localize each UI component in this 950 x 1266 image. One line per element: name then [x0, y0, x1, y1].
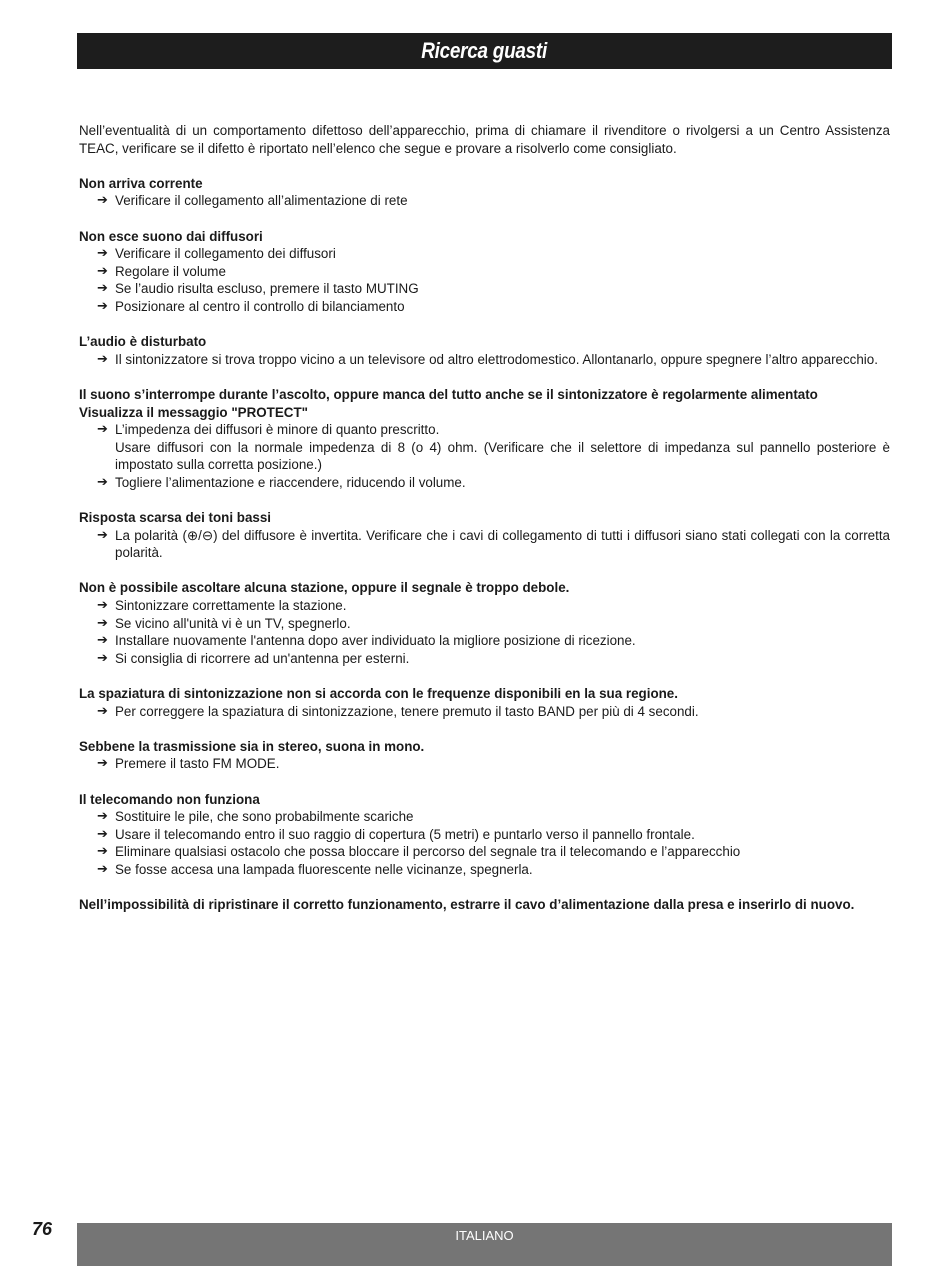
arrow-right-icon: ➔: [97, 844, 108, 860]
arrow-right-icon: ➔: [97, 246, 108, 262]
list-item: ➔ Installare nuovamente l'antenna dopo aver individuato la migliore posizione di ricezione.: [97, 633, 636, 649]
arrow-right-icon: ➔: [97, 598, 108, 614]
arrow-right-icon: ➔: [97, 527, 108, 543]
list-item: ➔ Se vicino all'unità vi è un TV, spegnerlo.: [97, 615, 351, 631]
section-heading: L’audio è disturbato: [79, 334, 207, 350]
section-heading: Non è possibile ascoltare alcuna stazione, oppure il segnale è troppo debole.: [79, 580, 570, 596]
section-mono: [79, 738, 890, 773]
footer-bar: [77, 1223, 892, 1266]
arrow-right-icon: ➔: [97, 298, 108, 314]
section-heading: Il suono s’interrompe durante l’ascolto, oppure manca del tutto anche se il sintonizzatore è regolarmente alimentato: [79, 386, 818, 402]
section-protect: [79, 386, 890, 492]
troubleshooting-content: [79, 122, 890, 914]
list-item: ➔ Togliere l’alimentazione e riaccendere, riducendo il volume.: [97, 474, 466, 490]
page-title-bar: [77, 33, 892, 69]
arrow-right-icon: ➔: [97, 633, 108, 649]
section-no-station: [79, 579, 890, 667]
list-item: ➔ Per correggere la spaziatura di sintonizzazione, tenere premuto il tasto BAND per più di 4 secondi.: [97, 703, 699, 719]
list-item: ➔ Si consiglia di ricorrere ad un'antenna per esterni.: [97, 650, 410, 666]
section-weak-bass: [79, 509, 890, 562]
page-title: Ricerca guasti: [421, 38, 548, 63]
section-no-sound: [79, 228, 890, 316]
list-item: ➔ Se l’audio risulta escluso, premere il tasto MUTING: [97, 281, 419, 297]
section-heading: Non arriva corrente: [79, 175, 203, 191]
list-item: ➔ Eliminare qualsiasi ostacolo che possa bloccare il percorso del segnale tra il telecomando e l’apparecchio: [97, 844, 741, 860]
arrow-right-icon: ➔: [97, 351, 108, 367]
section-heading: Risposta scarsa dei toni bassi: [79, 510, 272, 526]
arrow-right-icon: ➔: [97, 861, 108, 877]
section-tuning-step: [79, 685, 890, 720]
list-item: ➔ L’impedenza dei diffusori è minore di quanto prescritto.: [97, 422, 440, 438]
section-heading: Il telecomando non funziona: [79, 791, 260, 807]
list-item: ➔ Sintonizzare correttamente la stazione.: [97, 598, 347, 614]
section-heading: La spaziatura di sintonizzazione non si accorda con le frequenze disponibili en la sua regione.: [79, 686, 678, 701]
list-item: ➔ Se fosse accesa una lampada fluorescente nelle vicinanze, spegnerla.: [97, 861, 533, 877]
arrow-right-icon: ➔: [97, 474, 108, 490]
arrow-right-icon: ➔: [97, 756, 108, 772]
list-item: ➔ La polarità (⊕/⊖) del diffusore è invertita. Verificare che i cavi di collegamento di tutti i diffusori siano stati collegati con la corretta polarità.: [97, 527, 890, 561]
list-item: ➔ Il sintonizzatore si trova troppo vicino a un televisore od altro elettrodomestico. Allontanarlo, oppure spegnere l’altro apparecchio.: [97, 351, 878, 367]
list-item: ➔ Sostituire le pile, che sono probabilmente scariche: [97, 809, 414, 825]
intro-paragraph: Nell’eventualità di un comportamento difettoso dell’apparecchio, prima di chiamare il rivenditore o rivolgersi a un Centro Assistenza TEAC, verificare se il difetto è riportato nell’elenco che segue e provare a risolverlo come consigliato.: [79, 123, 890, 156]
section-no-power: [79, 175, 890, 210]
section-heading: Non esce suono dai diffusori: [79, 228, 263, 244]
list-item: ➔ Usare il telecomando entro il suo raggio di copertura (5 metri) e puntarlo verso il pannello frontale.: [97, 826, 695, 842]
arrow-right-icon: ➔: [97, 809, 108, 825]
section-audio-noise: [79, 333, 890, 368]
list-item-detail: Usare diffusori con la normale impedenza di 8 (o 4) ohm. (Verificare che il selettore di impedanza sul pannello posteriore è impostato sulla corretta posizione.): [115, 439, 890, 473]
arrow-right-icon: ➔: [97, 263, 108, 279]
list-item: ➔ Regolare il volume: [97, 263, 226, 279]
section-remote: [79, 791, 890, 879]
list-item: ➔ Premere il tasto FM MODE.: [97, 756, 280, 772]
list-item: ➔ Verificare il collegamento all’alimentazione di rete: [97, 193, 408, 209]
list-item: ➔ Verificare il collegamento dei diffusori: [97, 246, 336, 262]
section-subheading: Visualizza il messaggio "PROTECT": [79, 404, 308, 420]
arrow-right-icon: ➔: [97, 422, 108, 438]
arrow-right-icon: ➔: [97, 703, 108, 719]
page-number: 76: [32, 1219, 53, 1239]
section-heading: Sebbene la trasmissione sia in stereo, suona in mono.: [79, 738, 425, 754]
arrow-right-icon: ➔: [97, 826, 108, 842]
arrow-right-icon: ➔: [97, 615, 108, 631]
arrow-right-icon: ➔: [97, 650, 108, 666]
list-item: ➔ Posizionare al centro il controllo di bilanciamento: [97, 298, 405, 314]
closing-note: Nell’impossibilità di ripristinare il corretto funzionamento, estrarre il cavo d’alimentazione dalla presa e inserirlo di nuovo.: [79, 897, 855, 913]
footer-language: ITALIANO: [455, 1228, 514, 1243]
arrow-right-icon: ➔: [97, 193, 108, 209]
arrow-right-icon: ➔: [97, 281, 108, 297]
